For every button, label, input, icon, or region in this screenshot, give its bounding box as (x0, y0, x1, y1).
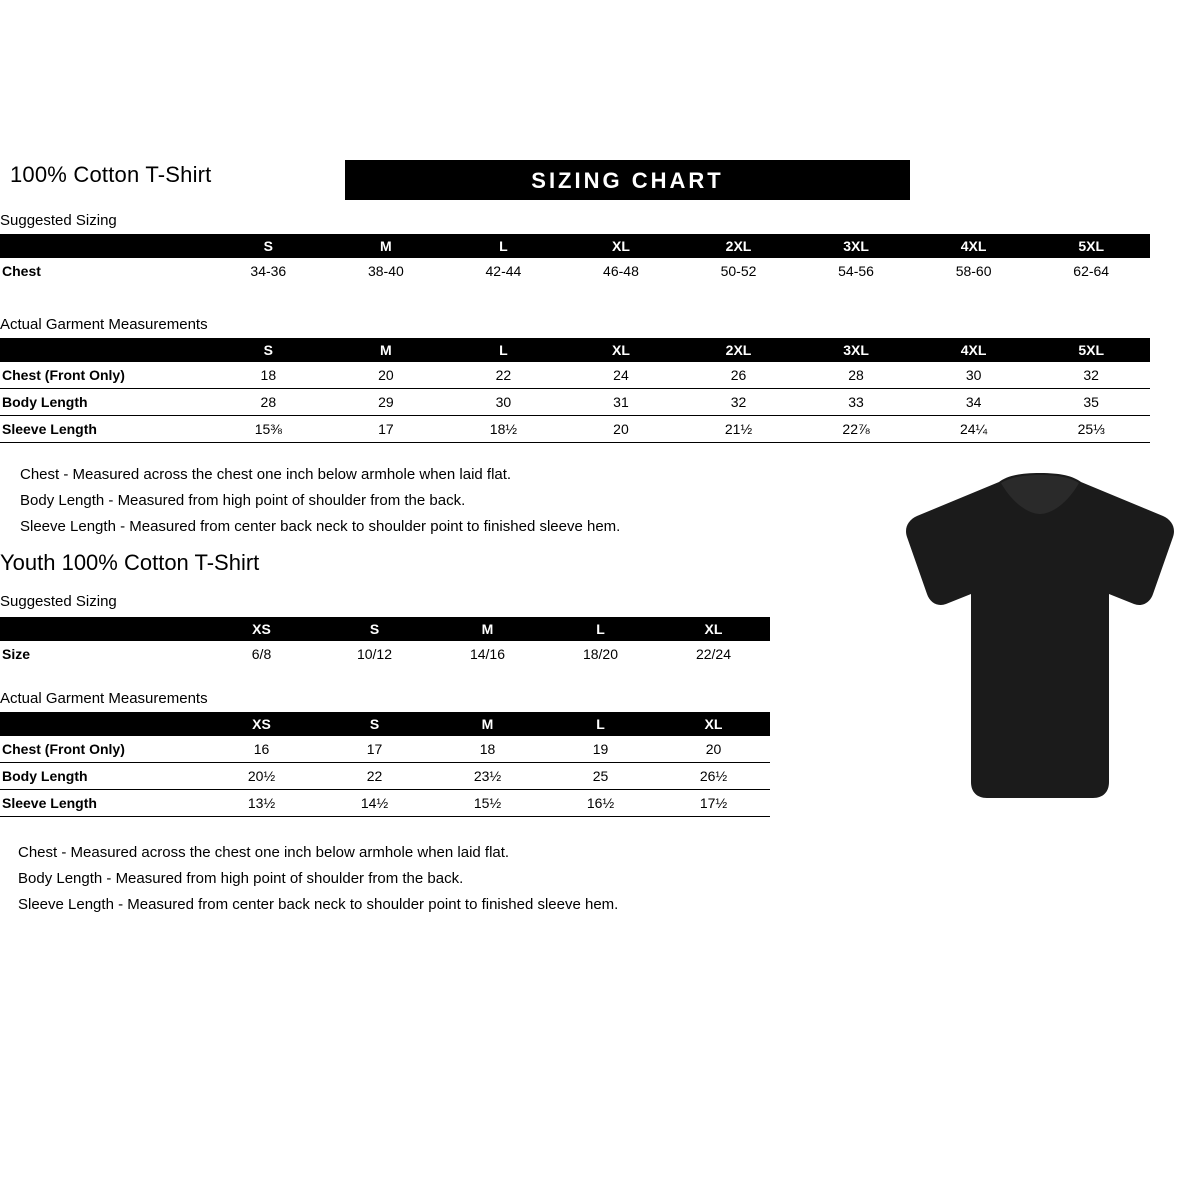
adult-note-chest: Chest - Measured across the chest one inch below armhole when laid flat. (20, 466, 512, 483)
table-row (0, 416, 1150, 443)
cell-size-s: 10/12 (356, 646, 393, 662)
col-head-7: 4XL (960, 238, 987, 254)
row-label-chest-front-only: Chest (Front Only) (0, 736, 205, 763)
row-label-chest-front-only: Chest (Front Only) (0, 362, 210, 389)
col-head-0 (0, 338, 210, 362)
cell-size-l: 18/20 (582, 646, 619, 662)
col-head-4: L (596, 716, 605, 732)
cell-chestfront-2xl: 26 (680, 362, 798, 389)
table-header-row (0, 712, 770, 736)
youth-suggested-sizing-table (0, 617, 770, 667)
cell-chest-4xl: 58-60 (955, 263, 992, 279)
cell-chestfront-5xl: 32 (1032, 362, 1150, 389)
cell-chestfront-4xl: 30 (915, 362, 1033, 389)
row-label-sleeve-length: Sleeve Length (0, 790, 205, 817)
cell-sleeve-xs: 13½ (205, 790, 318, 817)
cell-sleeve-m: 17 (327, 416, 445, 443)
col-head-8: 5XL (1078, 238, 1105, 254)
cell-bodylength-s: 28 (210, 389, 328, 416)
youth-suggested-sizing-label: Suggested Sizing (0, 593, 117, 610)
col-head-0 (0, 617, 205, 641)
cell-bodylength-m: 23½ (431, 763, 544, 790)
table-row (0, 362, 1150, 389)
col-head-0 (0, 234, 210, 258)
cell-sleeve-s: 14½ (318, 790, 431, 817)
row-label-size: Size (2, 646, 31, 662)
adult-suggested-sizing-table (0, 234, 1150, 284)
cell-chest-3xl: 54-56 (838, 263, 874, 279)
row-label-body-length: Body Length (0, 763, 205, 790)
cell-bodylength-l: 30 (445, 389, 563, 416)
cell-bodylength-s: 22 (318, 763, 431, 790)
cell-chest-5xl: 62-64 (1073, 263, 1110, 279)
youth-garment-measurements-table (0, 712, 770, 817)
cell-chest-m: 38-40 (367, 263, 404, 279)
cell-chestfront-3xl: 28 (797, 362, 915, 389)
col-head-1: S (263, 342, 273, 358)
col-head-2: M (380, 238, 392, 254)
col-head-2: S (369, 621, 380, 637)
col-head-1: S (263, 238, 273, 254)
cell-chest-xl: 46-48 (603, 263, 639, 279)
col-head-0 (0, 712, 205, 736)
cell-bodylength-xl: 26½ (657, 763, 770, 790)
cell-size-m: 14/16 (469, 646, 506, 662)
cell-sleeve-4xl: 24¼ (915, 416, 1033, 443)
col-head-3: M (481, 621, 494, 637)
adult-garment-measurements-table (0, 338, 1150, 443)
cell-chestfront-l: 22 (445, 362, 563, 389)
cell-bodylength-xs: 20½ (205, 763, 318, 790)
cell-sleeve-xl: 20 (562, 416, 680, 443)
cell-chest-2xl: 50-52 (720, 263, 757, 279)
table-row (0, 736, 770, 763)
col-head-3: M (481, 716, 494, 732)
cell-sleeve-3xl: 22⅞ (797, 416, 915, 443)
table-row (0, 763, 770, 790)
cell-sleeve-s: 15⅜ (210, 416, 328, 443)
cell-chestfront-s: 17 (318, 736, 431, 763)
table-row (0, 389, 1150, 416)
t-shirt-icon (895, 470, 1185, 810)
col-head-5: XL (704, 716, 723, 732)
cell-chestfront-l: 19 (544, 736, 657, 763)
cell-chestfront-s: 18 (210, 362, 328, 389)
table-header-row (0, 338, 1150, 362)
adult-note-sleeve-length: Sleeve Length - Measured from center back neck to shoulder point to finished sleeve hem. (20, 518, 621, 535)
cell-sleeve-5xl: 25⅓ (1032, 416, 1150, 443)
youth-section-title: Youth 100% Cotton T-Shirt (0, 550, 260, 575)
table-header-row (0, 617, 770, 641)
cell-bodylength-m: 29 (327, 389, 445, 416)
youth-note-body-length: Body Length - Measured from high point of shoulder from the back. (18, 870, 464, 887)
sizing-chart-banner-text: SIZING CHART (531, 168, 724, 193)
cell-chestfront-xl: 20 (657, 736, 770, 763)
cell-chestfront-m: 18 (431, 736, 544, 763)
col-head-4: XL (612, 342, 630, 358)
row-label-sleeve-length: Sleeve Length (0, 416, 210, 443)
col-head-4: XL (612, 238, 630, 254)
youth-note-chest: Chest - Measured across the chest one inch below armhole when laid flat. (18, 844, 510, 861)
col-head-6: 3XL (843, 342, 869, 358)
cell-chest-l: 42-44 (485, 263, 522, 279)
sizing-chart-banner (345, 160, 910, 200)
col-head-4: L (596, 621, 605, 637)
cell-bodylength-4xl: 34 (915, 389, 1033, 416)
cell-size-xs: 6/8 (251, 646, 272, 662)
cell-bodylength-3xl: 33 (797, 389, 915, 416)
cell-sleeve-l: 16½ (544, 790, 657, 817)
cell-bodylength-l: 25 (544, 763, 657, 790)
col-head-3: L (499, 342, 508, 358)
table-header-row (0, 234, 1150, 258)
table-row (0, 790, 770, 817)
t-shirt-illustration (895, 470, 1185, 810)
cell-size-xl: 22/24 (695, 646, 732, 662)
cell-bodylength-xl: 31 (562, 389, 680, 416)
cell-sleeve-l: 18½ (445, 416, 563, 443)
cell-sleeve-m: 15½ (431, 790, 544, 817)
col-head-3: L (499, 238, 508, 254)
adult-notes (20, 462, 620, 540)
col-head-2: M (380, 342, 392, 358)
cell-chestfront-m: 20 (327, 362, 445, 389)
youth-note-sleeve-length: Sleeve Length - Measured from center back neck to shoulder point to finished sleeve hem. (18, 896, 619, 913)
col-head-2: S (369, 716, 380, 732)
youth-garment-label: Actual Garment Measurements (0, 690, 208, 707)
col-head-1: XS (252, 716, 271, 732)
adult-suggested-sizing-label: Suggested Sizing (0, 212, 117, 229)
cell-chestfront-xs: 16 (205, 736, 318, 763)
col-head-5: 2XL (725, 342, 752, 358)
col-head-8: 5XL (1078, 342, 1105, 358)
adult-note-body-length: Body Length - Measured from high point of shoulder from the back. (20, 492, 466, 509)
row-label-body-length: Body Length (0, 389, 210, 416)
table-row (0, 258, 1150, 284)
cell-chestfront-xl: 24 (562, 362, 680, 389)
row-label-chest: Chest (2, 263, 41, 279)
col-head-5: 2XL (725, 238, 752, 254)
cell-bodylength-5xl: 35 (1032, 389, 1150, 416)
col-head-5: XL (704, 621, 723, 637)
col-head-1: XS (252, 621, 271, 637)
cell-sleeve-xl: 17½ (657, 790, 770, 817)
col-head-7: 4XL (960, 342, 987, 358)
adult-garment-label: Actual Garment Measurements (0, 316, 208, 333)
youth-notes (18, 840, 618, 918)
col-head-6: 3XL (843, 238, 869, 254)
cell-sleeve-2xl: 21½ (680, 416, 798, 443)
chart-header (10, 160, 900, 202)
page-title: 100% Cotton T-Shirt (10, 162, 212, 187)
table-row (0, 641, 770, 667)
cell-chest-s: 34-36 (250, 263, 287, 279)
cell-bodylength-2xl: 32 (680, 389, 798, 416)
